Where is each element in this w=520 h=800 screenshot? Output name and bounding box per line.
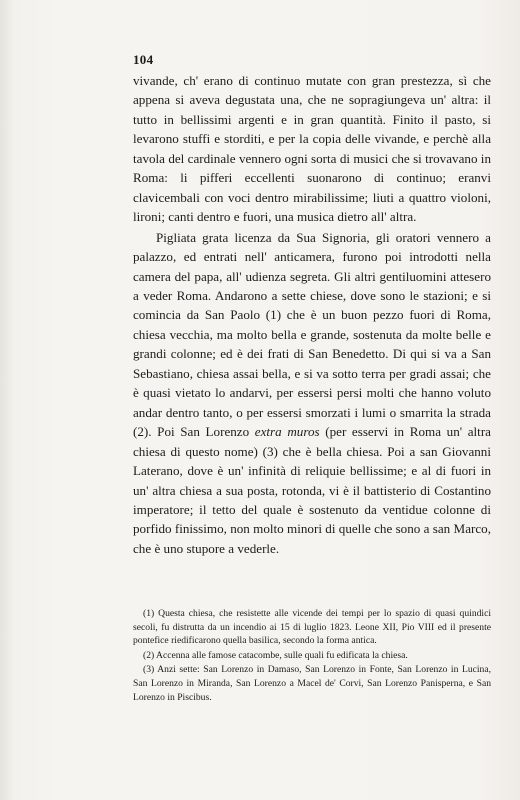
- footnote-3: (3) Anzi sette: San Lorenzo in Damaso, San Lorenzo in Fonte, San Lorenzo in Lucina, San Lorenzo in Miranda, San Lorenzo a Macel de' Corvi, San Lorenzo Panisperna, e San Lorenzo in Piscibus.: [133, 664, 491, 703]
- footnote-1: (1) Questa chiesa, che resistette alle vicende dei tempi per lo spazio di quasi quindici secoli, fu distrutta da un incendio ai 15 di luglio 1823. Leone XII, Pio VIII ed il presente pontefice riedificarono quella basilica, secondo la forma antica.: [133, 608, 491, 647]
- page-number: 104: [133, 52, 154, 67]
- main-text: [133, 71, 491, 558]
- footnotes: [133, 607, 491, 705]
- paragraph-2: [133, 228, 491, 559]
- paragraph-2-text-a: Pigliata grata licenza da Sua Signoria, gli oratori vennero a palazzo, ed entrati nell' anticamera, furono poi introdotti nella camera del papa, all' udienza segreta. Gli altri gentiluomini attesero a veder Roma. Andarono a sette chiese, dove sono le stazioni; e si comincia da San Paolo (1) che è un buon pezzo fuori di Roma, chiesa vecchia, ma molto bella e grande, sostenuta da molte belle e grandi colonne; ed è dei frati di San Benedetto. Di qui si va a San Sebastiano, chiesa assai bella, e si va sotto terra per gradi assai; che è quasi vietato lo andarvi, per essersi persi molti che hanno voluto andar dentro tanto, o per essersi smorzati i lumi o smarrita la strada (2). Poi San Lorenzo: [133, 229, 491, 440]
- footnote-2: (2) Accenna alle famose catacombe, sulle quali fu edificata la chiesa.: [143, 649, 408, 661]
- paragraph-2-latin-phrase: extra muros: [254, 424, 320, 440]
- paragraph-2-text-b: (per esservi in Roma un' altra chiesa di questo nome) (3) che è bella chiesa. Poi a san Giovanni Laterano, dove è un' infinità di reliquie bellissime; e al di fuori in un' altra chiesa a sua posta, rotonda, vi è il battisterio di Costantino imperatore; il tetto del quale è sostenuto da ventidue colonne di porfido finissimo, non molto minori di quelle che sono a san Marco, che è uno stupore a vederle.: [133, 424, 491, 556]
- paragraph-1: vivande, ch' erano di continuo mutate con gran prestezza, sì che appena si aveva degustata una, che ne sopragiungeva un' altra: il tutto in bellissimi argenti e in gran quantità. Finito il pasto, si levarono stuffi e storditi, e per la copia delle vivande, e perchè alla tavola del cardinale vennero ogni sorta di musici che si trovavano in Roma: li pifferi eccellenti suonarono di continuo; eranvi clavicembali con voci dentro mirabilissime; liuti a quattro violoni, lironi; canti dentro e fuori, una musica dietro all' altra.: [133, 73, 491, 225]
